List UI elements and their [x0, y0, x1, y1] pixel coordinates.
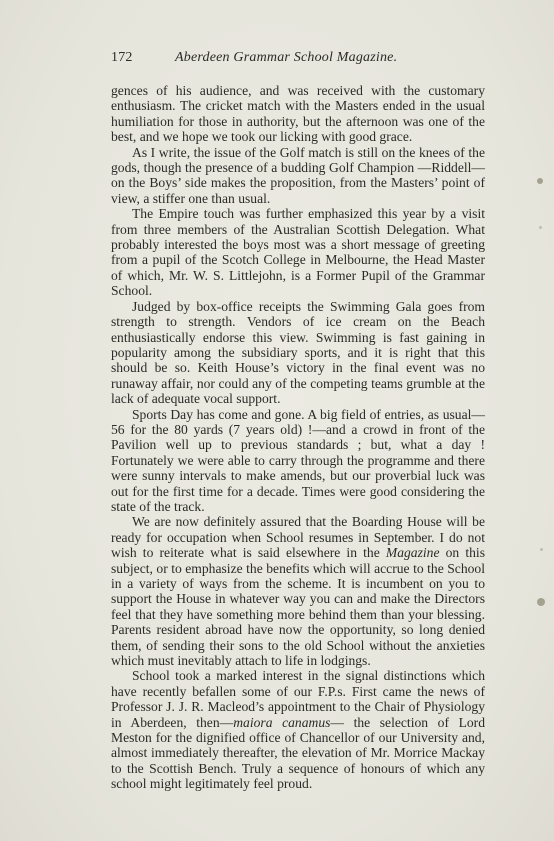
paragraph — [111, 514, 485, 668]
paragraph: Judged by box-office receipts the Swimming Gala goes from strength to strength. Vendors of ice cream on the Beach enthusiastically endorse this view. Swimming is fast gaining in popularity among the subsidiary sports, and it is right that this should be so. Keith House’s victory in the final event was no runaway affair, nor could any of the competing teams grumble at the lack of adequate vocal support. — [111, 298, 485, 407]
paragraph-text: — the selection of Lord Meston for the dignified office of Chancellor of our University and, almost immediately thereafter, the elevation of Mr. Morrice Mackay to the Scottish Bench. Truly a sequence of honours of which any school might legitimately feel proud. — [111, 714, 485, 792]
paragraph-text: School took a marked interest in the signal distinctions which have recently befallen some of our F.P.s. First came the news of Professor J. J. R. Macleod’s appointment to the Chair of Physiology in Aberdeen, then— — [111, 668, 485, 730]
page-number: 172 — [111, 50, 133, 65]
paragraph-text: We are now definitely assured that the Boarding House will be ready for occupation when School resumes in September. I do not wish to reiterate what is said elsewhere in the — [111, 514, 485, 561]
paper-speck — [537, 178, 543, 184]
article-body — [111, 83, 485, 792]
paragraph: The Empire touch was further emphasized this year by a visit from three members of the Australian Scottish Delegation. What probably interested the boys most was a short message of greeting from a pupil of the Scotch College in Melbourne, the Head Master of which, Mr. W. S. Littlejohn, is a Former Pupil of the Grammar School. — [111, 206, 485, 299]
paragraph: Sports Day has come and gone. A big field of entries, as usual—56 for the 80 yards (7 years old) !—and a crowd in front of the Pavilion well up to previous standards ; but, what a day ! Fortunately we were able to carry through the programme and there were sunny intervals to make amends, but our proverbial luck was out for the first time for a decade. Times were good considering the state of the track. — [111, 406, 485, 514]
paragraph — [111, 668, 485, 791]
paragraph: gences of his audience, and was received with the customary enthusiasm. The cricket match with the Masters ended in the usual humiliation for those in authority, but the afternoon was one of the best, and we hope we took our licking with good grace. — [111, 83, 485, 145]
paragraph: As I write, the issue of the Golf match is still on the knees of the gods, though the presence of a budding Golf Champion —Riddell—on the Boys’ side makes the proposition, from the Masters’ point of view, a stiffer one than usual. — [111, 144, 485, 206]
italic-phrase: maiora canamus — [233, 714, 331, 730]
italic-title: Magazine — [385, 545, 440, 561]
paper-speck — [539, 226, 542, 229]
paper-speck — [537, 598, 545, 606]
paragraph-text: on this subject, or to emphasize the benefits which will accrue to the School in a variety of ways from the scheme. It is incumbent on you to support the House in whatever way you can and make the Directors feel that they have something more behind them than your blessing. Parents resident abroad have now the opportunity, so long denied them, of sending their sons to the old School without the anxieties which must inevitably attach to life in lodgings. — [111, 545, 485, 669]
paper-speck — [540, 548, 543, 551]
running-head: Aberdeen Grammar School Magazine. — [175, 50, 398, 65]
